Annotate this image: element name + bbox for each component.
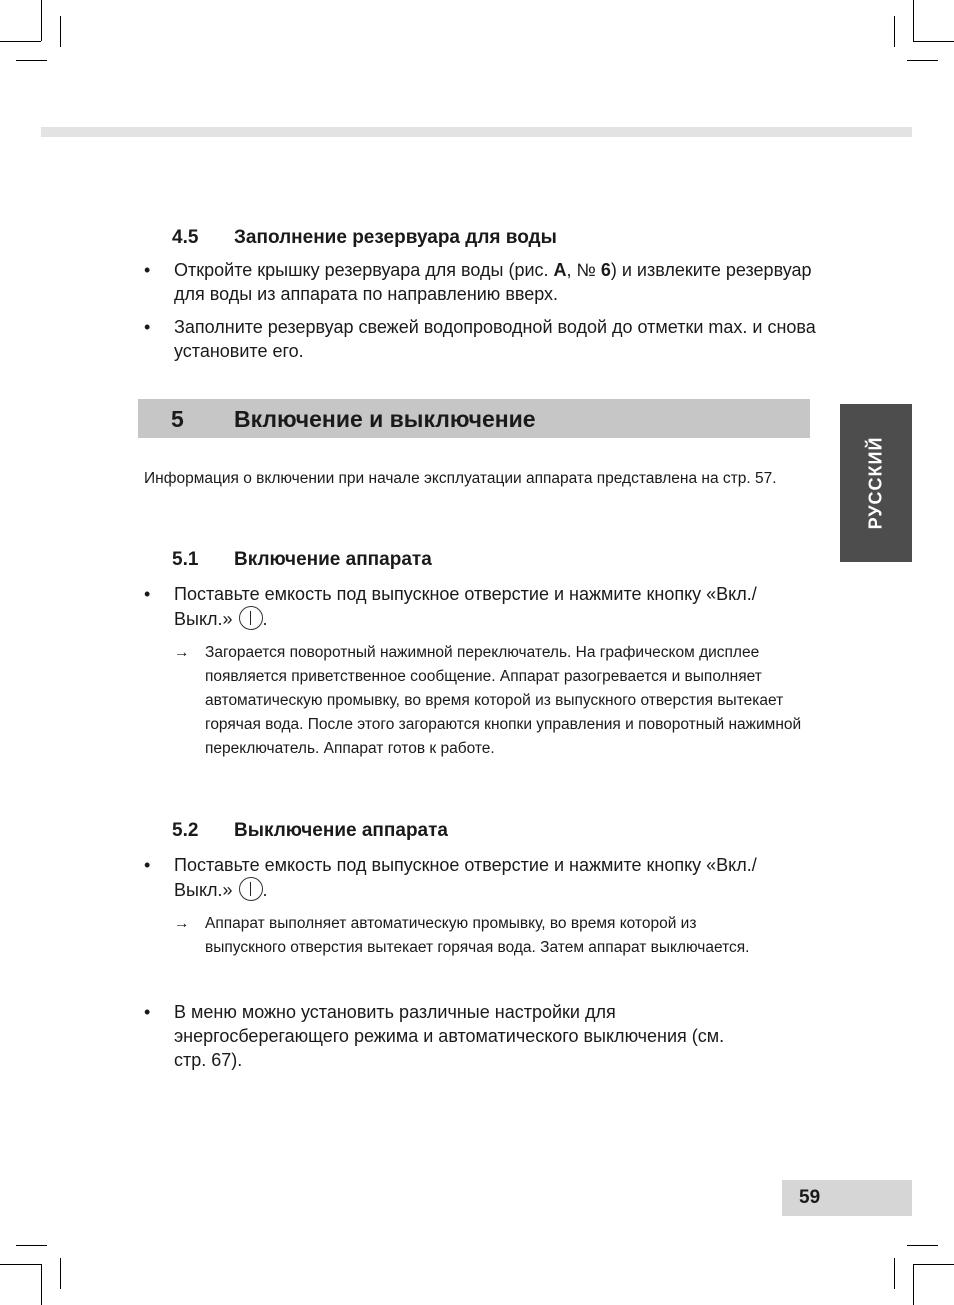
result-text: Загорается поворотный нажимной переключатель. На графическом дисплее появляется приветственное сообщение. Аппарат разогревается и выполняет автоматическую промывку, во время которой из выпускного отверстия вытекает горячая вода. После этого загораются кнопки управления и поворотный нажимной переключатель. Аппарат готов к работе. [205, 644, 802, 757]
text-segment: . [262, 880, 268, 900]
heading-title: Включение аппарата [234, 549, 432, 570]
bullet-marker: • [144, 584, 151, 604]
crop-mark [907, 1245, 938, 1246]
crop-mark [16, 1245, 47, 1246]
text-segment: . [262, 609, 268, 629]
heading-number: 5.2 [172, 820, 199, 841]
language-tab [840, 404, 912, 562]
text-segment: Откройте крышку резервуара для воды (рис. [174, 260, 554, 280]
heading-number: 4.5 [172, 227, 199, 248]
language-label: РУССКИЙ [865, 436, 886, 530]
crop-mark [913, 1264, 914, 1305]
chapter-title: Включение и выключение [234, 406, 536, 432]
result-text: Аппарат выполняет автоматическую промывку, во время которой из выпускного отверстия вытекает горячая вода. Затем аппарат выключается. [205, 915, 750, 956]
heading-title: Выключение аппарата [234, 820, 448, 841]
chapter-intro: Информация о включении при начале эксплуатации аппарата представлена на стр. 57. [144, 470, 777, 487]
power-onoff-icon [239, 877, 263, 901]
bullet-marker: • [144, 260, 151, 280]
power-onoff-icon [239, 606, 263, 630]
heading-title: Заполнение резервуара для воды [234, 227, 557, 248]
page-number: 59 [799, 1187, 821, 1208]
page-number-box [782, 1180, 912, 1216]
arrow-icon: → [174, 915, 190, 932]
crop-mark [0, 41, 41, 42]
bullet-text: В меню можно установить различные настройки для энергосберегающего режима и автоматического выключения (см. стр. 67). [174, 1002, 725, 1070]
header-band [41, 127, 912, 137]
text-segment: ) и извлеките резервуар для воды из аппарата по направлению вверх. [174, 260, 812, 304]
bullet-text [174, 853, 784, 902]
text-segment: , № [566, 260, 601, 280]
crop-mark [913, 1264, 954, 1265]
part-number-reference: 6 [600, 260, 611, 280]
figure-reference: A [553, 260, 567, 280]
crop-mark [894, 16, 895, 47]
crop-mark [913, 0, 914, 41]
crop-mark [913, 41, 954, 42]
bullet-marker: • [144, 1002, 151, 1022]
crop-mark [894, 1258, 895, 1289]
chapter-heading-bar [138, 399, 810, 438]
arrow-icon: → [174, 644, 190, 661]
text-segment: Поставьте емкость под выпускное отверстие и нажмите кнопку «Вкл./Выкл.» [174, 855, 757, 900]
crop-mark [41, 0, 42, 41]
chapter-number: 5 [171, 406, 184, 432]
bullet-marker: • [144, 855, 151, 875]
bullet-marker: • [144, 317, 151, 337]
heading-number: 5.1 [172, 549, 199, 570]
crop-mark [60, 16, 61, 47]
bullet-text: Заполните резервуар свежей водопроводной водой до отметки max. и снова установите его. [174, 317, 816, 361]
bullet-text [174, 258, 814, 306]
bullet-text [174, 582, 784, 631]
crop-mark [41, 1264, 42, 1305]
crop-mark [60, 1258, 61, 1289]
crop-mark [16, 60, 47, 61]
crop-mark [907, 60, 938, 61]
text-segment: Поставьте емкость под выпускное отверстие и нажмите кнопку «Вкл./Выкл.» [174, 584, 757, 629]
crop-mark [0, 1264, 41, 1265]
